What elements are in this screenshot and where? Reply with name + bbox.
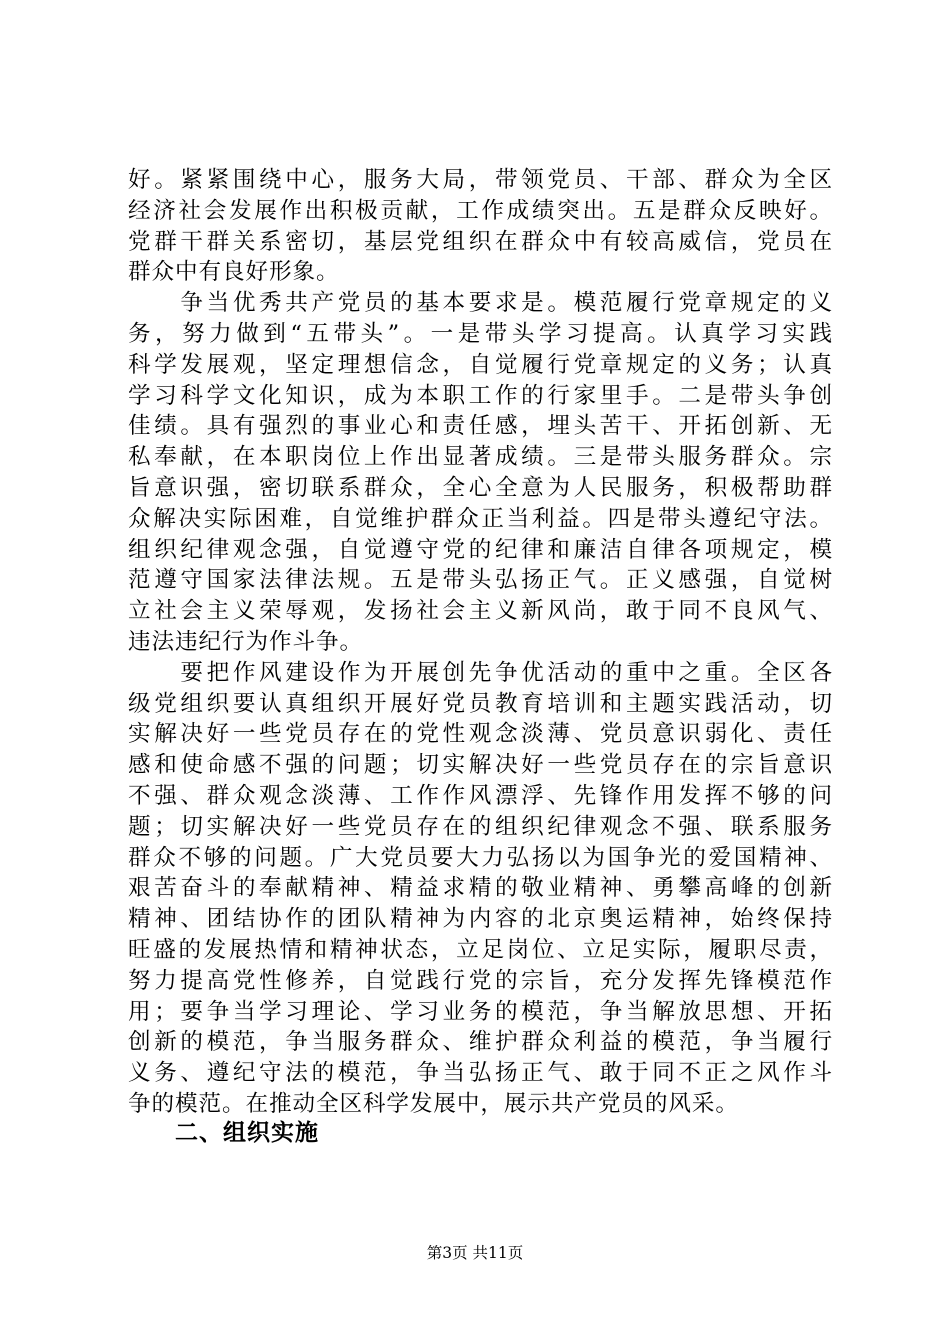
text-line: 题；切实解决好一些党员存在的组织纪律观念不强、联系服务 (128, 813, 833, 840)
text-line: 立社会主义荣辱观，发扬社会主义新风尚，敢于同不良风气、 (128, 598, 833, 625)
text-line: 感和使命感不强的问题；切实解决好一些党员存在的宗旨意识 (128, 752, 833, 779)
text-line: 科学发展观，坚定理想信念，自觉履行党章规定的义务；认真 (128, 351, 833, 378)
page-footer: 第3页 共11页 (426, 1244, 524, 1262)
text-line: 违法违纪行为作斗争。 (128, 628, 363, 655)
text-line: 要把作风建设作为开展创先争优活动的重中之重。全区各 (128, 659, 833, 686)
text-line: 旺盛的发展热情和精神状态，立足岗位、立足实际，履职尽责， (128, 936, 833, 963)
text-line: 组织纪律观念强，自觉遵守党的纪律和廉洁自律各项规定，模 (128, 536, 833, 563)
text-line: 私奉献，在本职岗位上作出显著成绩。三是带头服务群众。宗 (128, 444, 833, 471)
text-line: 学习科学文化知识，成为本职工作的行家里手。二是带头争创 (128, 382, 833, 409)
text-line: 争当优秀共产党员的基本要求是。模范履行党章规定的义 (128, 290, 833, 317)
text-line: 范遵守国家法律法规。五是带头弘扬正气。正义感强，自觉树 (128, 567, 833, 594)
text-line: 创新的模范，争当服务群众、维护群众利益的模范，争当履行 (128, 1029, 833, 1056)
text-line: 党群干群关系密切，基层党组织在群众中有较高威信，党员在 (128, 228, 833, 255)
text-line: 经济社会发展作出积极贡献，工作成绩突出。五是群众反映好。 (128, 197, 833, 224)
text-line: 旨意识强，密切联系群众，全心全意为人民服务，积极帮助群 (128, 474, 833, 501)
text-line: 众解决实际困难，自觉维护群众正当利益。四是带头遵纪守法。 (128, 505, 833, 532)
text-line: 级党组织要认真组织开展好党员教育培训和主题实践活动，切 (128, 690, 833, 717)
text-line: 实解决好一些党员存在的党性观念淡薄、党员意识弱化、责任 (128, 721, 833, 748)
document-body (128, 165, 833, 1120)
text-line: 义务、遵纪守法的模范，争当弘扬正气、敢于同不正之风作斗 (128, 1060, 833, 1087)
text-line: 用；要争当学习理论、学习业务的模范，争当解放思想、开拓 (128, 998, 833, 1025)
text-line: 精神、团结协作的团队精神为内容的北京奥运精神，始终保持 (128, 906, 833, 933)
text-line: 争的模范。在推动全区科学发展中，展示共产党员的风采。 (128, 1090, 739, 1117)
text-line: 艰苦奋斗的奉献精神、精益求精的敬业精神、勇攀高峰的创新 (128, 875, 833, 902)
text-line: 不强、群众观念淡薄、工作作风漂浮、先锋作用发挥不够的问 (128, 782, 833, 809)
text-line: 佳绩。具有强烈的事业心和责任感，埋头苦干、开拓创新、无 (128, 413, 833, 440)
text-line: 努力提高党性修养，自觉践行党的宗旨，充分发挥先锋模范作 (128, 967, 833, 994)
text-line: 好。紧紧围绕中心，服务大局，带领党员、干部、群众为全区 (128, 167, 833, 193)
section-heading: 二、组织实施 (175, 1120, 319, 1146)
text-line: 群众中有良好形象。 (128, 259, 340, 286)
text-line: 群众不够的问题。广大党员要大力弘扬以为国争光的爱国精神、 (128, 844, 833, 871)
text-line: 务，努力做到“五带头”。一是带头学习提高。认真学习实践 (128, 320, 833, 347)
